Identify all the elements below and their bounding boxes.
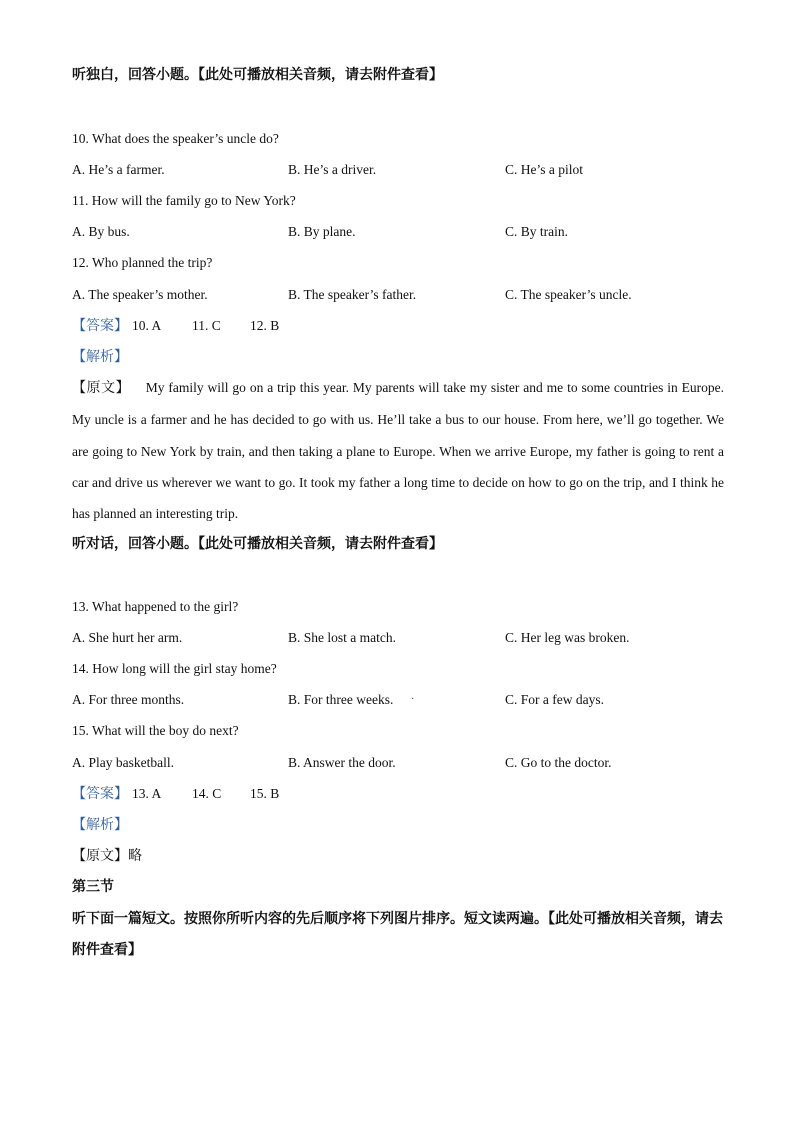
option-10-c: C. He’s a pilot [505,162,583,177]
original-tag: 【原文】 [72,848,128,864]
option-11-a: A. By bus. [72,224,130,239]
section-heading: 第三节 [72,879,114,895]
option-15-a: A. Play basketball. [72,755,174,770]
instruction-monologue: 听独白，回答小题。【此处可播放相关音频，请去附件查看】 [72,67,443,83]
option-14-b: B. For three weeks. [288,692,394,707]
option-11-b: B. By plane. [288,224,356,239]
analysis-tag: 【解析】 [72,817,128,833]
answer-12: 12. B [250,318,280,333]
original-passage-omitted: 略 [128,848,142,864]
answer-14: 14. C [192,786,222,801]
analysis-line-b [72,816,732,834]
option-14-c: C. For a few days. [505,692,604,707]
option-12-c: C. The speaker’s uncle. [505,287,632,302]
answer-tag: 【答案】 [72,318,128,334]
original-passage: My family will go on a trip this year. My parents will take my sister and me to some countries in Europe. My uncle is a farmer and he has decided to go with us. He’ll take a bus to our house. From here, we’ll go together. We are going to New York by train, and then taking a plane to Europe. When we arrive Europe, my father is going to rent a car and drive us wherever we want to go. It took my father a long time to decide on how to go on the trip, and I think he has planned an interesting trip. [72,380,725,522]
option-12-b: B. The speaker’s father. [288,287,417,302]
answer-line-a [72,317,732,335]
option-10-a: A. He’s a farmer. [72,162,165,177]
option-13-c: C. Her leg was broken. [505,630,630,645]
instruction-passage-line2: 附件查看】 [72,942,142,958]
answer-line-b [72,785,732,803]
answer-10: 10. A [132,318,162,333]
instruction-dialogue: 听对话，回答小题。【此处可播放相关音频，请去附件查看】 [72,536,443,552]
answer-15: 15. B [250,786,280,801]
original-text-a [72,372,724,529]
question-12: 12. Who planned the trip? [72,255,213,270]
option-14-a: A. For three months. [72,692,185,707]
question-13: 13. What happened to the girl? [72,599,239,614]
question-15: 15. What will the boy do next? [72,723,239,738]
option-15-c: C. Go to the doctor. [505,755,612,770]
analysis-line-a [72,348,732,366]
original-tag: 【原文】 [72,380,131,396]
option-13-b: B. She lost a match. [288,630,396,645]
stray-dot: · [411,694,415,705]
instruction-passage-line1: 听下面一篇短文。按照你所听内容的先后顺序将下列图片排序。短文读两遍。【此处可播放相关音频，请去 [72,911,723,927]
analysis-tag: 【解析】 [72,349,128,365]
question-14: 14. How long will the girl stay home? [72,661,277,676]
option-12-a: A. The speaker’s mother. [72,287,208,302]
question-11: 11. How will the family go to New York? [72,193,296,208]
option-11-c: C. By train. [505,224,568,239]
original-line-b [72,847,732,865]
option-15-b: B. Answer the door. [288,755,396,770]
answer-13: 13. A [132,786,162,801]
answer-tag: 【答案】 [72,786,128,802]
option-13-a: A. She hurt her arm. [72,630,183,645]
answer-11: 11. C [192,318,221,333]
question-10: 10. What does the speaker’s uncle do? [72,131,279,146]
option-10-b: B. He’s a driver. [288,162,377,177]
